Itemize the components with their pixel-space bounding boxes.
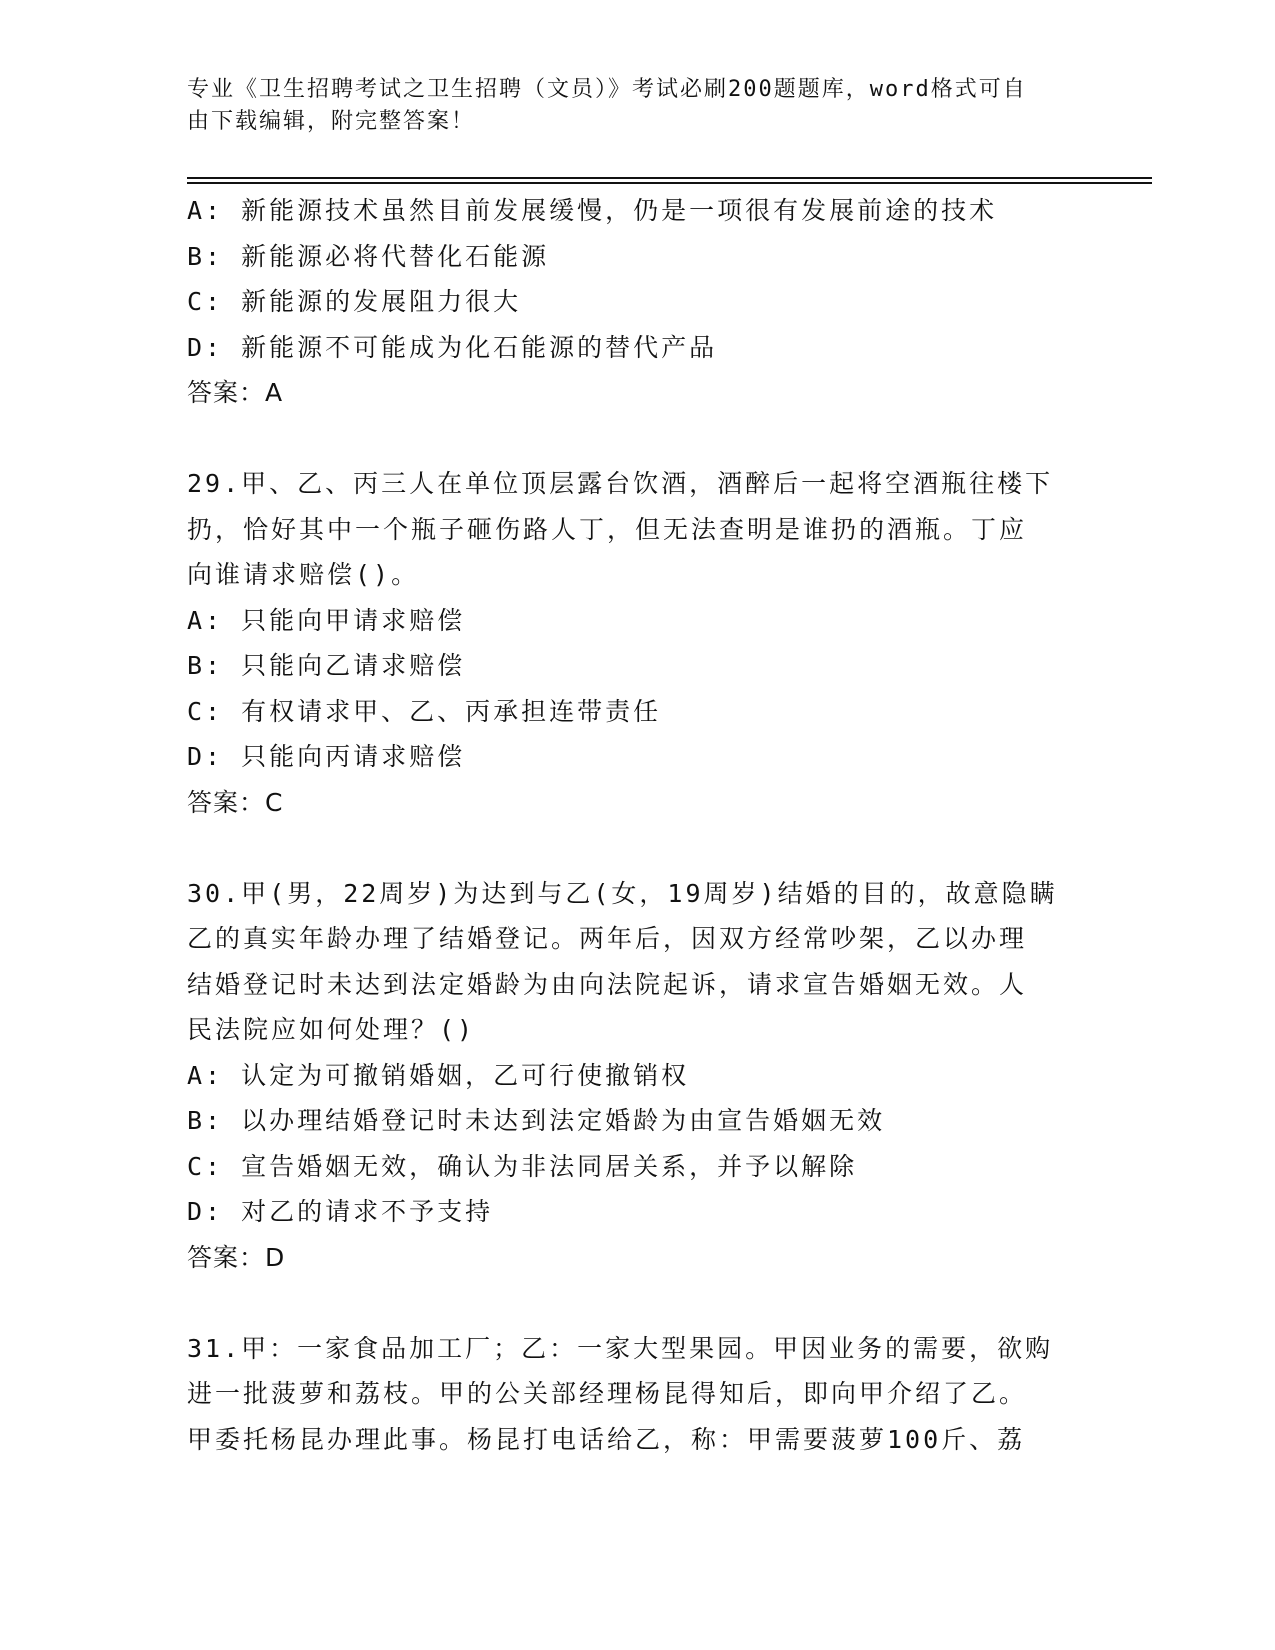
question-stem-line: 乙的真实年龄办理了结婚登记。两年后，因双方经常吵架，乙以办理 (187, 924, 1028, 953)
question-31 (187, 1326, 1087, 1463)
header-line-2: 由下载编辑，附完整答案！ (187, 109, 476, 134)
spacer (187, 1280, 1087, 1326)
option-c: C: 有权请求甲、乙、丙承担连带责任 (187, 696, 662, 726)
question-stem-line: 民法院应如何处理？() (187, 1015, 476, 1044)
question-stem-line: 扔，恰好其中一个瓶子砸伤路人丁，但无法查明是谁扔的酒瓶。丁应 (187, 514, 1028, 544)
option-c: C: 新能源的发展阻力很大 (187, 287, 522, 316)
question-stem-line: 30.甲(男，22周岁)为达到与乙(女，19周岁)结婚的目的，故意隐瞒 (187, 878, 1058, 908)
question-29 (187, 461, 1087, 825)
document-header (187, 74, 1067, 138)
question-stem-line: 甲委托杨昆办理此事。杨昆打电话给乙，称：甲需要菠萝100斤、荔 (187, 1424, 1026, 1454)
question-stem-line: 向谁请求赔偿()。 (187, 560, 420, 589)
question-30 (187, 871, 1087, 1281)
question-stem-line: 31.甲：一家食品加工厂；乙：一家大型果园。甲因业务的需要，欲购 (187, 1333, 1054, 1363)
header-divider-top (187, 177, 1152, 179)
option-d: D: 新能源不可能成为化石能源的替代产品 (187, 332, 718, 362)
answer-line: 答案：A (187, 378, 284, 407)
header-divider-bottom (187, 182, 1152, 184)
question-28-tail (187, 188, 1087, 416)
question-stem-line: 29.甲、乙、丙三人在单位顶层露台饮酒，酒醉后一起将空酒瓶往楼下 (187, 469, 1054, 498)
spacer (187, 416, 1087, 462)
document-body (187, 188, 1087, 1462)
question-stem-line: 结婚登记时未达到法定婚龄为由向法院起诉，请求宣告婚姻无效。人 (187, 969, 1028, 999)
option-a: A: 只能向甲请求赔偿 (187, 605, 466, 635)
header-line-1: 专业《卫生招聘考试之卫生招聘（文员）》考试必刷200题题库，word格式可自 (187, 77, 1027, 102)
answer-line: 答案：C (187, 787, 284, 817)
option-a: A: 认定为可撤销婚姻，乙可行使撤销权 (187, 1060, 690, 1090)
answer-line: 答案：D (187, 1242, 286, 1272)
spacer (187, 825, 1087, 871)
option-c: C: 宣告婚姻无效，确认为非法同居关系，并予以解除 (187, 1151, 858, 1181)
question-stem-line: 进一批菠萝和荔枝。甲的公关部经理杨昆得知后，即向甲介绍了乙。 (187, 1379, 1028, 1408)
option-b: B: 以办理结婚登记时未达到法定婚龄为由宣告婚姻无效 (187, 1106, 886, 1135)
option-b: B: 新能源必将代替化石能源 (187, 241, 550, 271)
option-d: D: 只能向丙请求赔偿 (187, 742, 466, 771)
option-a: A: 新能源技术虽然目前发展缓慢，仍是一项很有发展前途的技术 (187, 196, 998, 225)
option-b: B: 只能向乙请求赔偿 (187, 651, 466, 680)
option-d: D: 对乙的请求不予支持 (187, 1197, 494, 1226)
